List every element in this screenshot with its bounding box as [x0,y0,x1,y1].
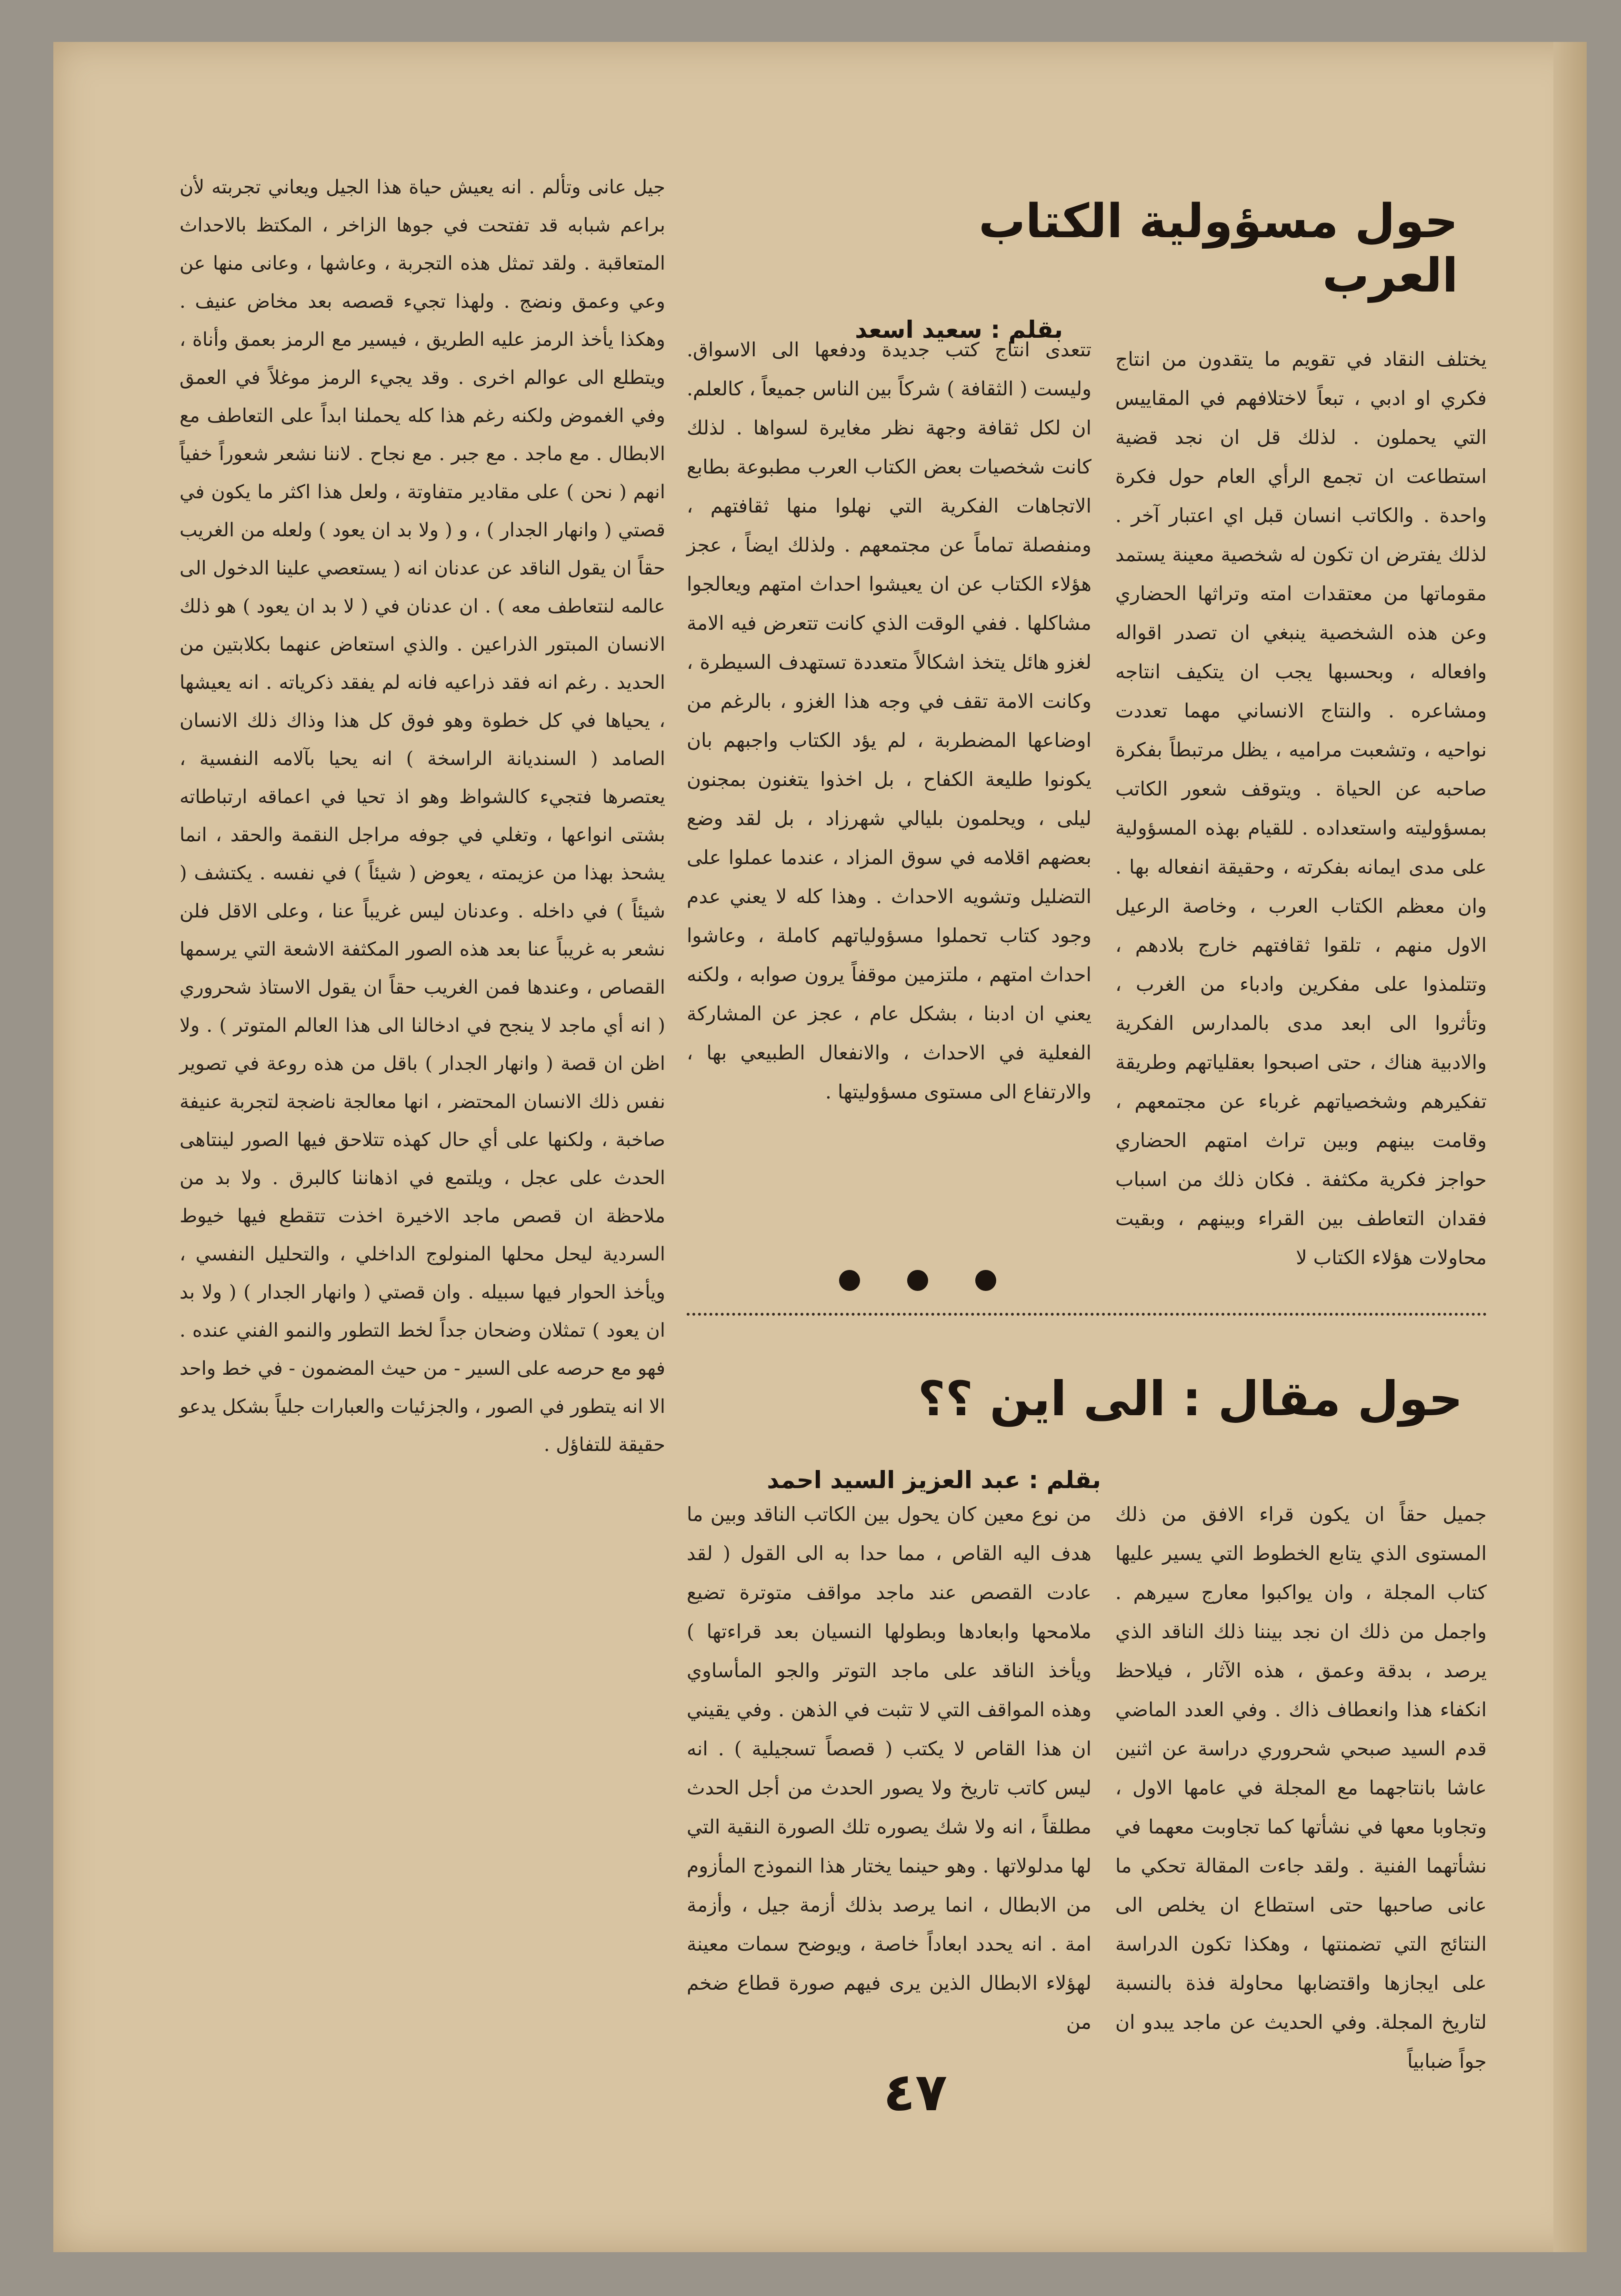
magazine-page [53,42,1587,2252]
ornament-dot [839,1270,860,1291]
article-2-title: حول مقال : الى اين ؟؟ [918,1371,1463,1427]
page-number: ٤٧ [883,2062,948,2123]
article-end-dots [839,1266,996,1295]
article-1-right-text: يختلف النقاد في تقويم ما يتقدون من انتاج فكري او ادبي ، تبعاً لاختلافهم في المقاييس التي يحملون . لذلك قل ان نجد قضية استطاعت ان تجمع الرأي العام حول فكرة واحدة . والكاتب انسان قبل اي اعتبار آخر . لذلك يفترض ان تكون له شخصية معينة يستمد مقوماتها من معتقدات امته وتراثها الحضاري وعن هذه الشخصية ينبغي ان تصدر اقواله وافعاله ، وبحسبها يجب ان يتكيف انتاجه ومشاعره . والنتاج الانساني مهما تعددت نواحيه ، وتشعبت مراميه ، يظل مرتبطاً بفكرة صاحبه عن الحياة . ويتوقف شعور الكاتب بمسؤوليته واستعداده . للقيام بهذه المسؤولية على مدى ايمانه بفكرته ، وحقيقة انفعاله بها . وان معظم الكتاب العرب ، وخاصة الرعيل الاول منهم ، تلقوا ثقافتهم خارج بلادهم ، وتتلمذوا على مفكرين وادباء من الغرب ، وتأثروا الى ابعد مدى بالمدارس الفكرية والادبية هناك ، حتى اصبحوا بعقلياتهم وطريقة تفكيرهم وشخصياتهم غرباء عن مجتمعهم ، وقامت بينهم وبين تراث امتهم الحضاري حواجز فكرية مكثفة . فكان ذلك من اسباب فقدان التعاطف بين القراء وبينهم ، وبقيت محاولات هؤلاء الكتاب لا [1115,348,1487,1269]
article-1-byline: بقلم : سعيد اسعد [855,316,1063,343]
article-2-left-text: جيل عانى وتألم . انه يعيش حياة هذا الجيل ويعاني تجربته لأن براعم شبابه قد تفتحت في جوها الزاخر ، المكتظ بالاحداث المتعاقبة . ولقد تمثل هذه التجربة ، وعاشها ، وعانى منها عن وعي وعمق ونضج . ولهذا تجيء قصصه بعد مخاض عنيف . وهكذا يأخذ الرمز عليه الطريق ، فيسير مع الرمز بعمق وأناة ، ويتطلع الى عوالم اخرى . وقد يجيء الرمز موغلاً في العمق وفي الغموض ولكنه رغم هذا كله يحملنا ابداً على التعاطف مع الابطال . مع ماجد . مع جبر . مع نجاح . لاننا نشعر شعوراً خفياً انهم ( نحن ) على مقادير متفاوتة ، ولعل هذا اكثر ما يكون في قصتي ( وانهار الجدار ) ، و ( ولا بد ان يعود ) ولعله من الغريب حقاً ان يقول الناقد عن عدنان انه ( يستعصي علينا الدخول الى عالمه لنتعاطف معه ) . ان عدنان في ( لا بد ان يعود ) هو ذلك الانسان المبتور الذراعين . والذي استعاض عنهما بكلابتين من الحديد . رغم انه فقد ذراعيه فانه لم يفقد ذكرياته . انه يعيشها ، يحياها في كل خطوة وهو فوق كل هذا وذاك ذلك الانسان الصامد ( السنديانة الراسخة ) انه يحيا بآلامه النفسية ، يعتصرها فتجيء كالشواظ وهو اذ تحيا في اعماقه ارتباطاته بشتى انواعها ، وتغلي في جوفه مراجل النقمة والحقد ، انما يشحذ بهذا من عزيمته ، يعوض ( شيئاً ) في نفسه . يكتشف ( شيئاً ) في داخله . وعدنان ليس غريباً عنا ، وعلى الاقل فلن نشعر به غريباً عنا بعد هذه الصور المكثفة الاشعة التي يرسمها القصاص ، وعندها فمن الغريب حقاً ان يقول الاستاذ شحروري ( انه أي ماجد لا ينجح في ادخالنا الى هذا العالم المتوتر ) . ولا اظن ان قصة ( وانهار الجدار ) باقل من هذه روعة في تصوير نفس ذلك الانسان المحتضر ، انها معالجة ناضجة لتجربة عنيفة صاخبة ، ولكنها على أي حال كهذه تتلاحق فيها الصور لينتاهى الحدث على عجل ، ويلتمع في اذهاننا كالبرق . ولا بد من ملاحظة ان قصص ماجد الاخيرة اخذت تتقطع فيها خيوط السردية ليحل محلها المنولوج الداخلي ، والتحليل النفسي ، ويأخذ الحوار فيها سبيله . وان قصتي ( وانهار الجدار ) ( ولا بد ان يعود ) تمثلان وضحان جداً لخط التطور والنمو الفني عنده . فهو مع حرصه على السير - من حيث المضمون - في خط واحد الا انه يتطور في الصور ، والجزئيات والعبارات جلياً بشكل يدعو حقيقة للتفاؤل . [180,176,665,1456]
article-divider [687,1313,1487,1316]
article-1-column-middle [687,330,1091,1226]
article-2-middle-text: من نوع معين كان يحول بين الكاتب الناقد وبين ما هدف اليه القاص ، مما حدا به الى القول ( لقد عادت القصص عند ماجد مواقف متوترة تضيع ملامحها وابعادها وبطولها النسيان بعد قراءتها ) ويأخذ الناقد على ماجد التوتر والجو المأساوي وهذه المواقف التي لا تثبت في الذهن . وفي يقيني ان هذا القاص لا يكتب ( قصصاً تسجيلية ) . انه ليس كاتب تاريخ ولا يصور الحدث من أجل الحدث مطلقاً ، انه ولا شك يصوره تلك الصورة النقية التي لها مدلولاتها . وهو حينما يختار هذا النموذج المأزوم من الابطال ، انما يرصد بذلك أزمة جيل ، وأزمة امة . انه يحدد ابعاداً خاصة ، ويوضح سمات معينة لهؤلاء الابطال الذين يرى فيهم صورة قطاع ضخم من [687,1503,1091,2034]
article-1-column-right [1115,340,1487,1269]
article-2-column-left [180,168,665,2054]
article-2-column-right [1115,1495,1487,2073]
ornament-dot [907,1270,928,1291]
article-2-byline: بقلم : عبد العزيز السيد احمد [767,1466,1101,1494]
article-2-column-middle [687,1495,1091,2057]
article-1-middle-text: تتعدى انتاج كتب جديدة ودفعها الى الاسواق. وليست ( الثقافة ) شركاً بين الناس جميعاً ، كالعلم. ان لكل ثقافة وجهة نظر مغايرة لسواها . لذلك كانت شخصيات بعض الكتاب العرب مطبوعة بطابع الاتجاهات الفكرية التي نهلوا منها ثقافتهم ، ومنفصلة تماماً عن مجتمعهم . ولذلك ايضاً ، عجز هؤلاء الكتاب عن ان يعيشوا احداث امتهم ويعالجوا مشاكلها . ففي الوقت الذي كانت تتعرض فيه الامة لغزو هائل يتخذ اشكالاً متعددة تستهدف السيطرة ، وكانت الامة تقف في وجه هذا الغزو ، بالرغم من اوضاعها المضطربة ، لم يؤد الكتاب واجبهم بان يكونوا طليعة الكفاح ، بل اخذوا يتغنون بمجنون ليلى ، ويحلمون بليالي شهرزاد ، بل لقد وضع بعضهم اقلامه في سوق المزاد ، عندما عملوا على التضليل وتشويه الاحداث . وهذا كله لا يعني عدم وجود كتاب تحملوا مسؤولياتهم كاملة ، وعاشوا احداث امتهم ، ملتزمين موقفاً يرون صوابه ، ولكنه يعني ان ادبنا ، بشكل عام ، عجز عن المشاركة الفعلية في الاحداث ، والانفعال الطبيعي بها ، والارتفاع الى مستوى مسؤوليتها . [687,338,1092,1103]
article-2-right-text: جميل حقاً ان يكون قراء الافق من ذلك المستوى الذي يتابع الخطوط التي يسير عليها كتاب المجلة ، وان يواكبوا معارج سيرهم . واجمل من ذلك ان نجد بيننا ذلك الناقد الذي يرصد ، بدقة وعمق ، هذه الآثار ، فيلاحظ انكفاء هذا وانعطاف ذاك . وفي العدد الماضي قدم السيد صبحي شحروري دراسة عن اثنين عاشا بانتاجهما مع المجلة في عامها الاول ، وتجاوبا معها في نشأتها كما تجاوبت معهما في نشأتهما الفنية . ولقد جاءت المقالة تحكي ما عانى صاحبها حتى استطاع ان يخلص الى النتائج التي تضمنتها ، وهكذا تكون الدراسة على ايجازها واقتضابها محاولة فذة بالنسبة لتاريخ المجلة. وفي الحديث عن ماجد يبدو ان جواً ضبابياً [1115,1503,1487,2073]
page-binding-edge [1553,42,1587,2252]
article-1-title: حول مسؤولية الكتاب العرب [979,194,1458,303]
ornament-dot [975,1270,996,1291]
